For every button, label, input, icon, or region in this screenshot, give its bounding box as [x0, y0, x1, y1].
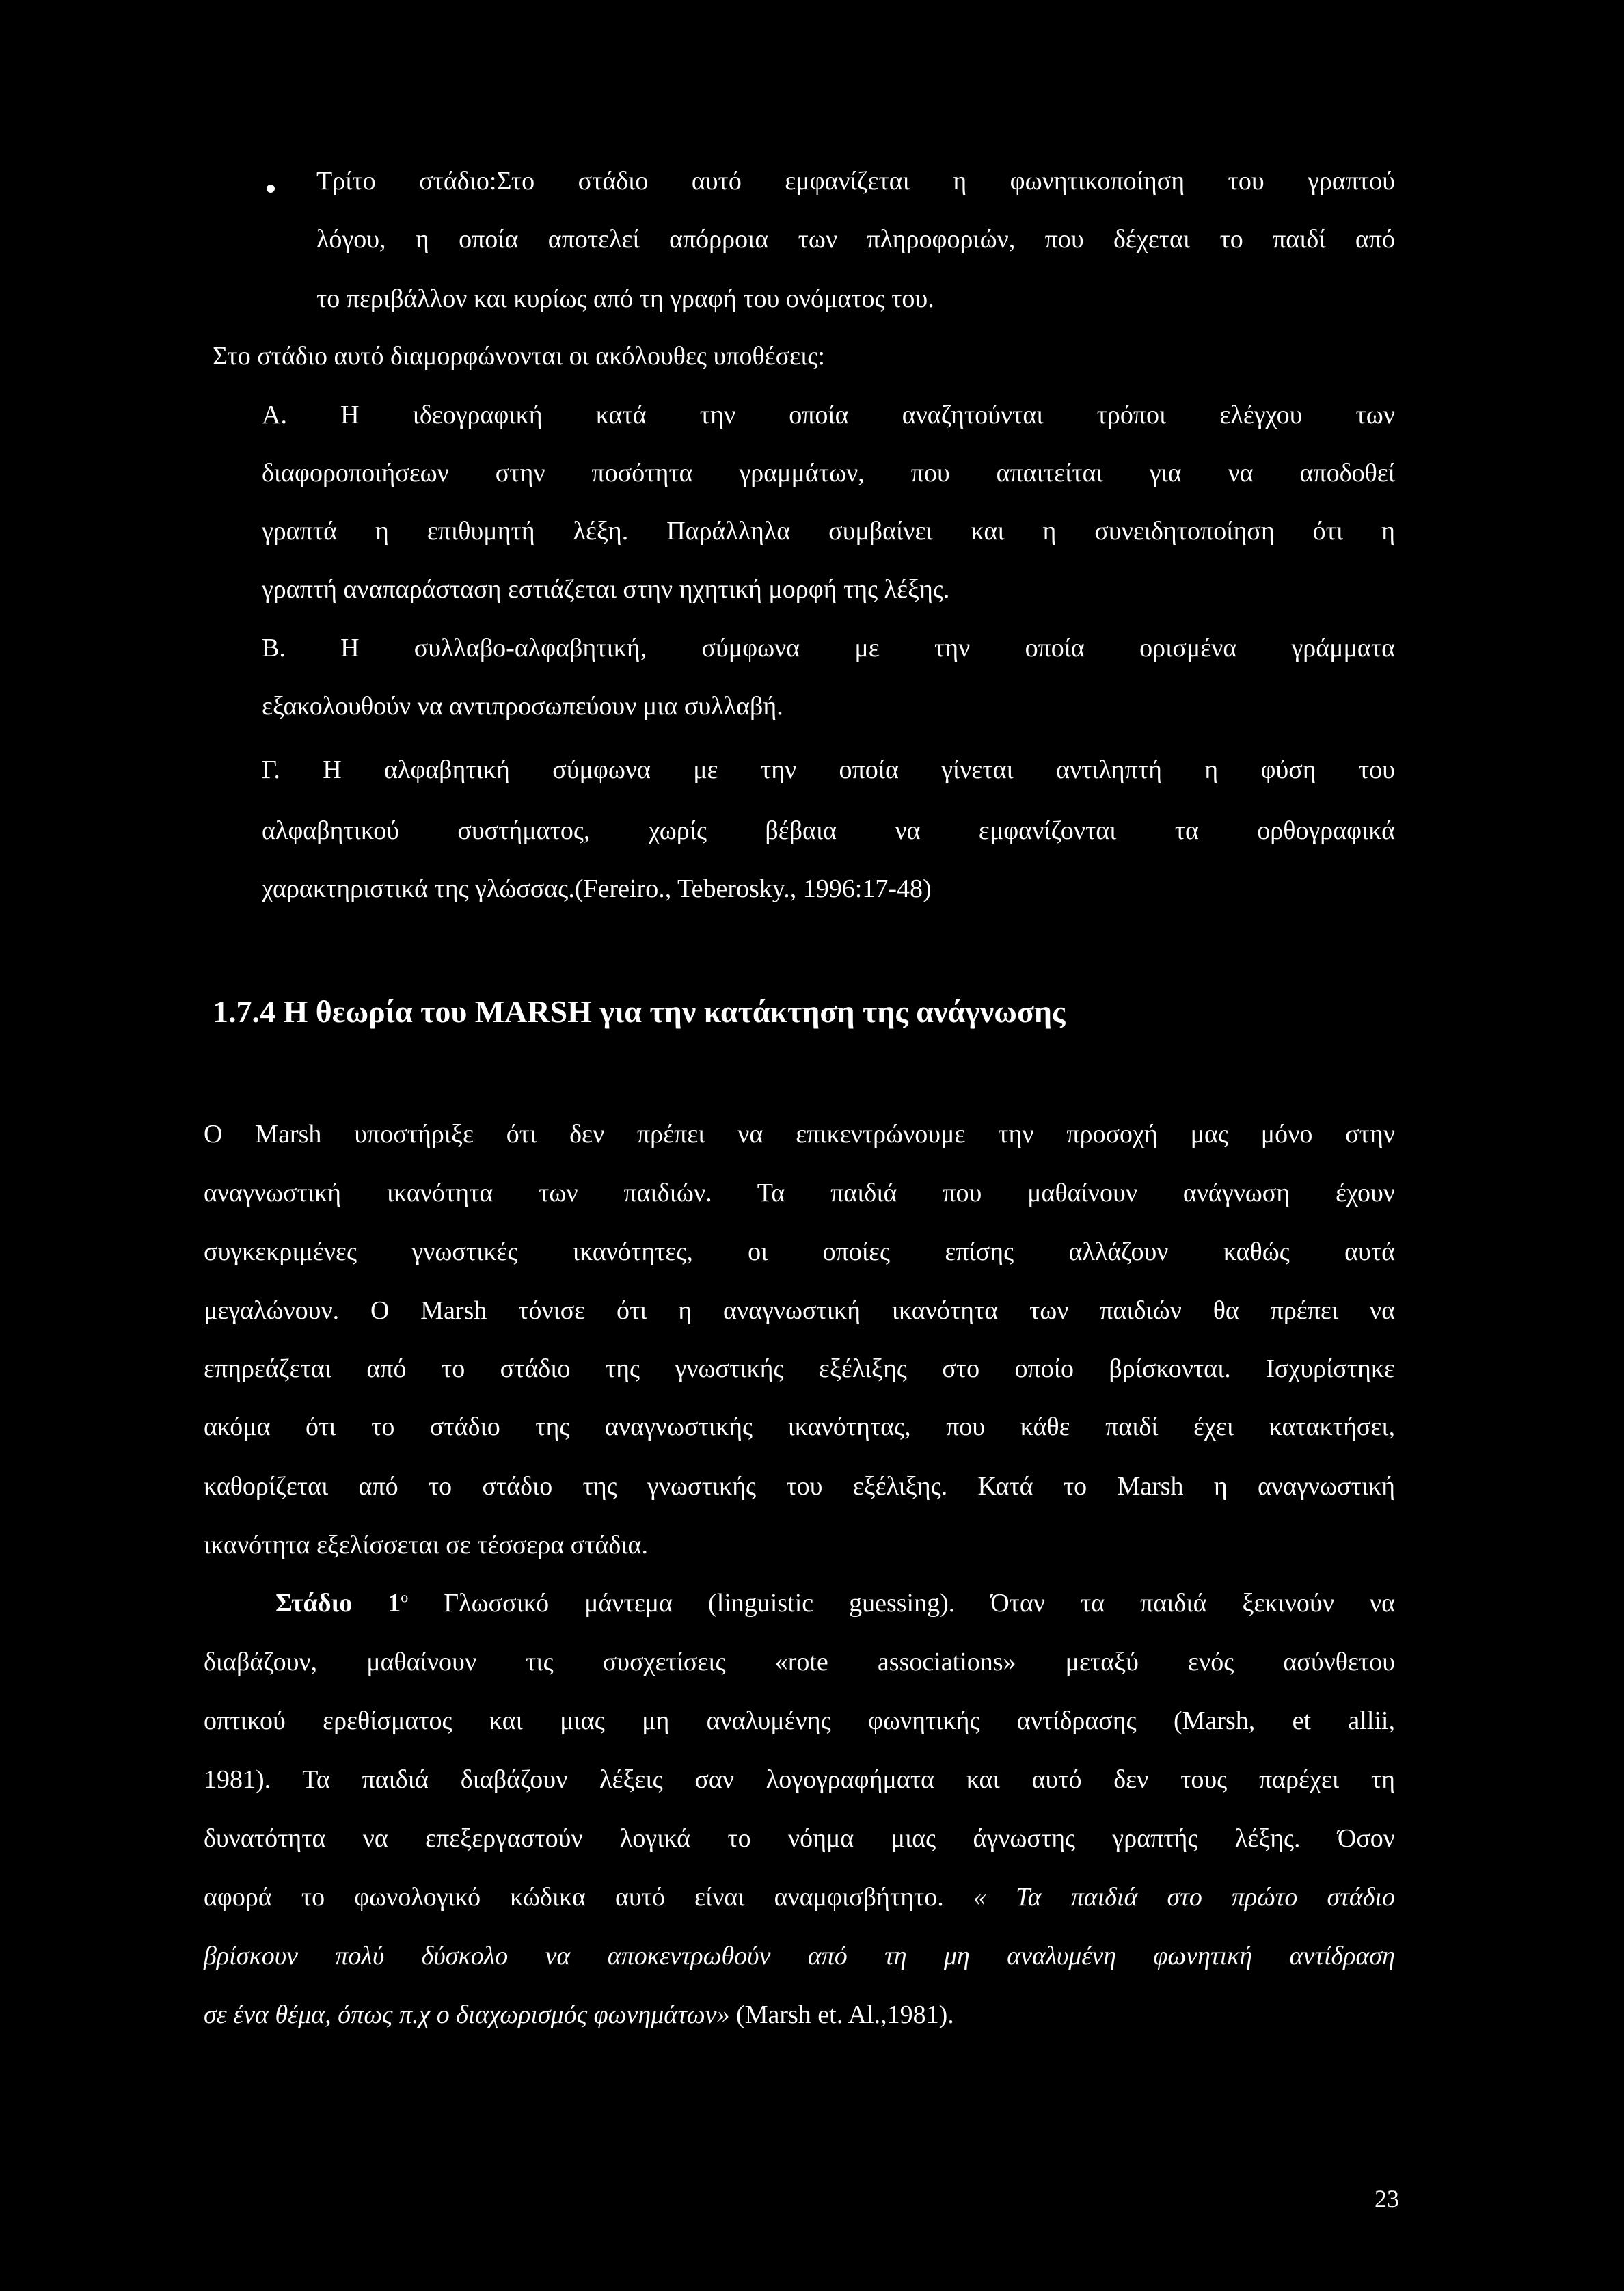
stage1-line-4: 1981). Τα παιδιά διαβάζουν λέξεις σαν λογογραφήματα και αυτό δεν τους παρέχει τη: [204, 1765, 1395, 1794]
bullet-line-3: το περιβάλλον και κυρίως από τη γραφή του ονόματος του.: [316, 284, 934, 313]
stage1-line-8: [204, 2002, 954, 2028]
marsh-line-3: συγκεκριμένες γνωστικές ικανότητες, οι οποίες επίσης αλλάζουν καθώς αυτά: [204, 1237, 1395, 1266]
marsh-line-1: Ο Marsh υποστήριξε ότι δεν πρέπει να επικεντρώνουμε την προσοχή μας μόνο στην: [204, 1120, 1395, 1149]
stage1-line-3: οπτικού ερεθίσματος και μιας μη αναλυμένης φωνητικής αντίδρασης (Marsh, et allii,: [204, 1706, 1395, 1735]
section-heading: 1.7.4 Η θεωρία του MARSH για την κατάκτηση της ανάγνωσης: [213, 994, 1066, 1029]
stage1-label: Στάδιο 1: [275, 1589, 401, 1618]
hypothesis-b-line-1: Β. Η συλλαβο-αλφαβητική, σύμφωνα με την οποία ορισμένα γράμματα: [262, 634, 1395, 662]
hypotheses-intro: Στο στάδιο αυτό διαμορφώνονται οι ακόλουθες υποθέσεις:: [213, 342, 825, 371]
stage1-line-2: διαβάζουν, μαθαίνουν τις συσχετίσεις «rote associations» μεταξύ ενός ασύνθετου: [204, 1648, 1395, 1676]
hypothesis-c-line-2: αλφαβητικού συστήματος, χωρίς βέβαια να εμφανίζονται τα ορθογραφικά: [262, 816, 1395, 845]
hypothesis-a-line-2: διαφοροποιήσεων στην ποσότητα γραμμάτων, που απαιτείται για να αποδοθεί: [262, 459, 1395, 487]
hypothesis-c-line-3: χαρακτηριστικά της γλώσσας.(Fereiro., Teberosky., 1996:17-48): [262, 874, 932, 903]
stage1-line-1: [275, 1590, 1395, 1616]
marsh-line-6: ακόμα ότι το στάδιο της αναγνωστικής ικανότητας, που κάθε παιδί έχει κατακτήσει,: [204, 1412, 1395, 1441]
marsh-line-7: καθορίζεται από το στάδιο της γνωστικής του εξέλιξης. Κατά το Marsh η αναγνωστική: [204, 1472, 1395, 1501]
stage1-superscript: ο: [401, 1588, 409, 1606]
stage1-quote-start: « Τα παιδιά στο πρώτο στάδιο: [973, 1883, 1395, 1912]
hypothesis-a-line-4: γραπτή αναπαράσταση εστιάζεται στην ηχητική μορφή της λέξης.: [262, 575, 950, 604]
marsh-line-8: ικανότητα εξελίσσεται σε τέσσερα στάδια.: [204, 1531, 648, 1559]
stage1-line-7: βρίσκουν πολύ δύσκολο να αποκεντρωθούν από τη μη αναλυμένη φωνητική αντίδραση: [204, 1942, 1395, 1970]
hypothesis-c-line-1: Γ. Η αλφαβητική σύμφωνα με την οποία γίνεται αντιληπτή η φύση του: [262, 755, 1395, 784]
hypothesis-a-line-3: γραπτά η επιθυμητή λέξη. Παράλληλα συμβαίνει και η συνειδητοποίηση ότι η: [262, 517, 1395, 546]
stage1-citation: (Marsh et. Al.,1981).: [729, 2000, 954, 2029]
marsh-line-2: αναγνωστική ικανότητα των παιδιών. Τα παιδιά που μαθαίνουν ανάγνωση έχουν: [204, 1179, 1395, 1207]
bullet-line-1: Τρίτο στάδιο:Στο στάδιο αυτό εμφανίζεται η φωνητικοποίηση του γραπτού: [316, 167, 1395, 196]
stage1-line-6: [204, 1884, 1395, 1910]
marsh-line-4: μεγαλώνουν. Ο Marsh τόνισε ότι η αναγνωστική ικανότητα των παιδιών θα πρέπει να: [204, 1296, 1395, 1325]
stage1-quote-lead: αφορά το φωνολογικό κώδικα αυτό είναι αναμφισβήτητο.: [204, 1883, 973, 1912]
hypothesis-b-line-2: εξακολουθούν να αντιπροσωπεύουν μια συλλαβή.: [262, 692, 783, 721]
stage1-quote-end: σε ένα θέμα, όπως π.χ ο διαχωρισμός φωνημάτων»: [204, 2000, 730, 2029]
bullet-dot: [267, 185, 275, 193]
marsh-line-5: επηρεάζεται από το στάδιο της γνωστικής εξέλιξης στο οποίο βρίσκονται. Ισχυρίστηκε: [204, 1354, 1395, 1383]
bullet-line-2: λόγου, η οποία αποτελεί απόρροια των πληροφοριών, που δέχεται το παιδί από: [316, 225, 1395, 254]
page-number: 23: [1375, 2185, 1399, 2212]
stage1-title: Γλωσσικό μάντεμα (linguistic guessing). Όταν τα παιδιά ξεκινούν να: [408, 1589, 1395, 1618]
stage1-line-5: δυνατότητα να επεξεργαστούν λογικά το νόημα μιας άγνωστης γραπτής λέξης. Όσον: [204, 1824, 1395, 1853]
hypothesis-a-line-1: Α. Η ιδεογραφική κατά την οποία αναζητούνται τρόποι ελέγχου των: [262, 401, 1395, 429]
